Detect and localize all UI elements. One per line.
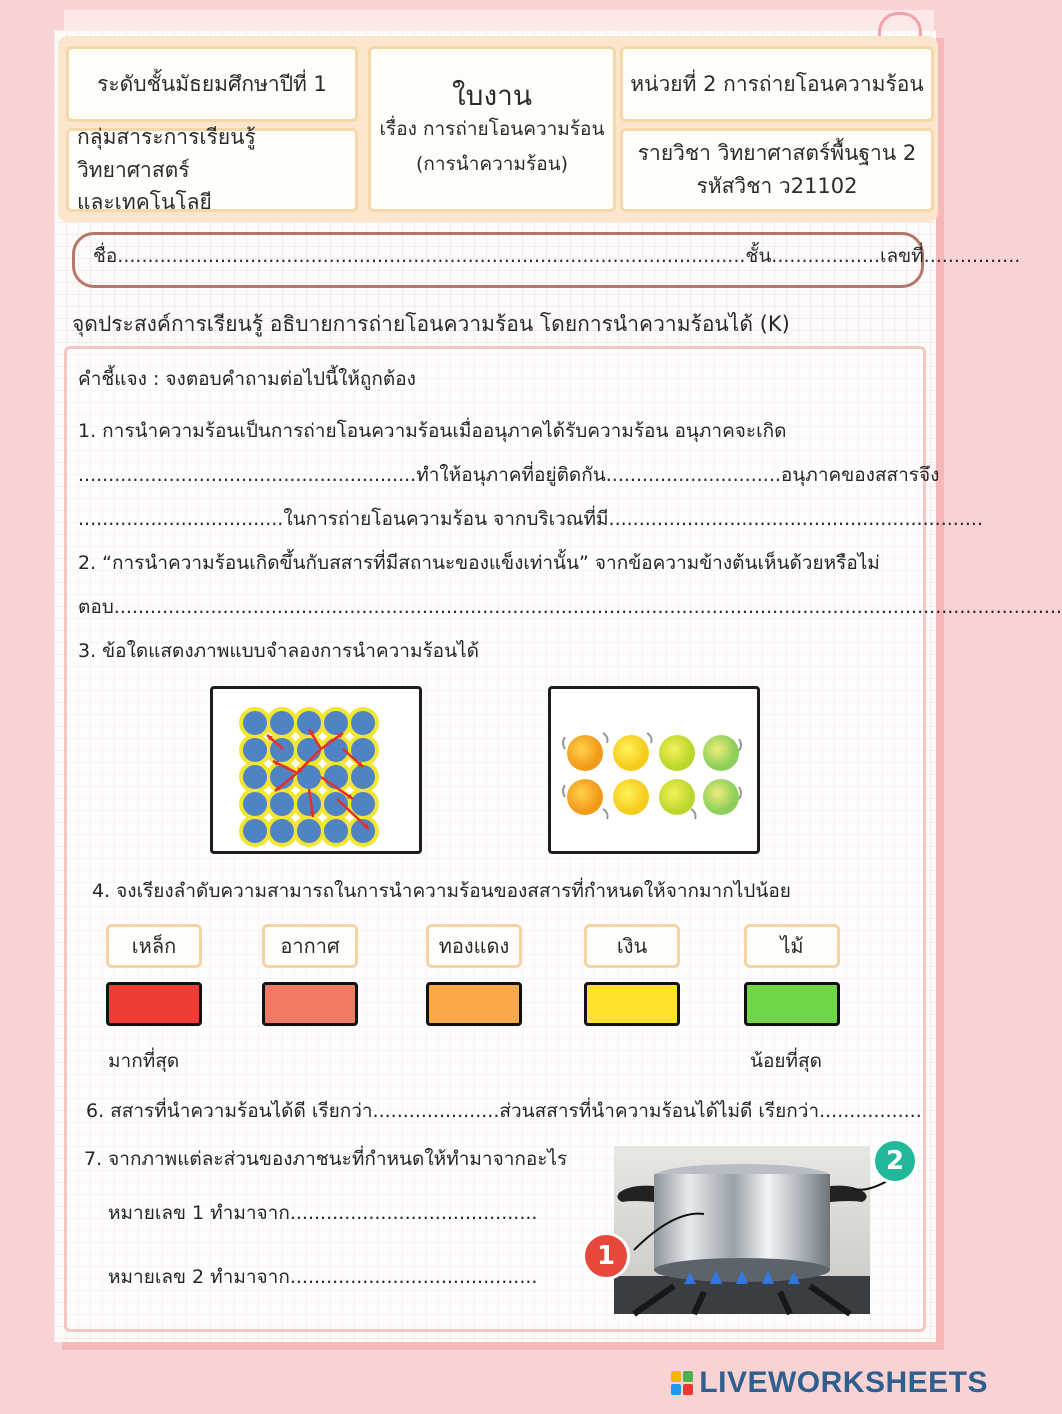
particle bbox=[351, 711, 375, 735]
level-box bbox=[66, 46, 358, 122]
particle bbox=[324, 819, 348, 843]
unit-text: หน่วยที่ 2 การถ่ายโอนความร้อน bbox=[630, 71, 924, 96]
material-label-wood[interactable] bbox=[744, 924, 840, 968]
rank-slot-3[interactable] bbox=[426, 982, 522, 1026]
option-image-moving-particles[interactable] bbox=[548, 686, 760, 854]
q7-item2[interactable]: หมายเลข 2 ทำมาจาก......................................... bbox=[108, 1266, 538, 1288]
q7-item1[interactable]: หมายเลข 1 ทำมาจาก......................................... bbox=[108, 1202, 538, 1224]
subject-group-box bbox=[66, 125, 358, 215]
student-info-line[interactable]: ชื่อ........................................................................................................ชั้น..................เลขที่................ bbox=[93, 245, 1021, 267]
particle bbox=[243, 765, 267, 789]
topic-line2: (การนำความร้อน) bbox=[415, 153, 569, 176]
particle bbox=[243, 738, 267, 762]
material-label-silver[interactable] bbox=[584, 924, 680, 968]
worksheet-title: ใบงาน bbox=[452, 79, 532, 113]
subject-box bbox=[620, 128, 934, 212]
rank-slot-2[interactable] bbox=[262, 982, 358, 1026]
option-image-solid-particles[interactable] bbox=[210, 686, 422, 854]
solid-particles-diagram bbox=[213, 689, 419, 851]
top-strip bbox=[64, 10, 934, 32]
liveworksheets-logo-text: LIVEWORKSHEETS bbox=[699, 1366, 988, 1399]
material-label-iron[interactable] bbox=[106, 924, 202, 968]
subject-line1: รายวิชา วิทยาศาสตร์พื้นฐาน 2 bbox=[637, 141, 917, 166]
particle bbox=[243, 792, 267, 816]
q7-text: 7. จากภาพแต่ละส่วนของภาชนะที่กำหนดให้ทำมาจากอะไร bbox=[84, 1148, 568, 1170]
q3-text: 3. ข้อใดแสดงภาพแบบจำลองการนำความร้อนได้ bbox=[78, 640, 479, 662]
q2-answer-line[interactable]: ตอบ............................................................................................................................................................. bbox=[78, 596, 1062, 618]
material-copper-text: ทองแดง bbox=[438, 934, 510, 958]
particle bbox=[324, 792, 348, 816]
unit-box bbox=[620, 46, 934, 122]
particle bbox=[297, 819, 321, 843]
q1-line3[interactable]: ..................................ในการถ่ายโอนความร้อน จากบริเวณที่มี.............................................................. bbox=[78, 508, 983, 530]
most-label: มากที่สุด bbox=[108, 1050, 180, 1072]
q1-line2[interactable]: ........................................................ทำให้อนุภาคที่อยู่ติดกัน.............................อนุภาคของสสารจึง bbox=[78, 464, 940, 486]
q2-line1: 2. “การนำความร้อนเกิดขึ้นกับสสารที่มีสถานะของแข็งเท่านั้น” จากข้อความข้างต้นเห็นด้วยหรือไม่ bbox=[78, 552, 880, 574]
instruction-text: คำชี้แจง : จงตอบคำถามต่อไปนี้ให้ถูกต้อง bbox=[78, 368, 416, 390]
material-label-copper[interactable] bbox=[426, 924, 522, 968]
particle bbox=[324, 765, 348, 789]
liveworksheets-logo bbox=[671, 1366, 988, 1400]
subject-group-line2: และเทคโนโลยี bbox=[77, 190, 212, 215]
particle bbox=[351, 792, 375, 816]
material-silver-text: เงิน bbox=[616, 934, 648, 958]
material-iron-text: เหล็ก bbox=[131, 934, 177, 958]
moving-particles-diagram bbox=[551, 689, 757, 851]
badge-number-2 bbox=[872, 1138, 918, 1184]
rank-slot-5[interactable] bbox=[744, 982, 840, 1026]
material-wood-text: ไม้ bbox=[780, 934, 804, 958]
subject-group-line1: กลุ่มสาระการเรียนรู้วิทยาศาสตร์ bbox=[77, 125, 256, 182]
worksheet-title-box bbox=[368, 46, 616, 212]
particle bbox=[270, 792, 294, 816]
topic-line1: เรื่อง การถ่ายโอนความร้อน bbox=[379, 117, 605, 140]
particle bbox=[351, 765, 375, 789]
material-air-text: อากาศ bbox=[280, 934, 340, 958]
badge-number-1 bbox=[582, 1232, 630, 1280]
particle bbox=[324, 711, 348, 735]
material-label-air[interactable] bbox=[262, 924, 358, 968]
learning-objective: จุดประสงค์การเรียนรู้ อธิบายการถ่ายโอนความร้อน โดยการนำความร้อนได้ (K) bbox=[72, 312, 790, 336]
subject-line2: รหัสวิชา ว21102 bbox=[696, 174, 858, 198]
q1-line1: 1. การนำความร้อนเป็นการถ่ายโอนความร้อนเมื่ออนุภาคได้รับความร้อน อนุภาคจะเกิด bbox=[78, 420, 787, 442]
liveworksheets-logo-icon bbox=[671, 1371, 693, 1395]
q6-text[interactable]: 6. สสารที่นำความร้อนได้ดี เรียกว่า.....................ส่วนสสารที่นำความร้อนได้ไม่ดี เรียกว่า................. bbox=[86, 1100, 922, 1122]
particle bbox=[243, 819, 267, 843]
badge-1-text: 1 bbox=[596, 1241, 616, 1271]
q4-text: 4. จงเรียงลำดับความสามารถในการนำความร้อนของสสารที่กำหนดให้จากมากไปน้อย bbox=[92, 880, 791, 902]
badge-2-text: 2 bbox=[885, 1146, 905, 1176]
particle bbox=[243, 711, 267, 735]
least-label: น้อยที่สุด bbox=[750, 1050, 822, 1072]
level-text: ระดับชั้นมัธยมศึกษาปีที่ 1 bbox=[97, 71, 327, 96]
rank-slot-4[interactable] bbox=[584, 982, 680, 1026]
rank-slot-1[interactable] bbox=[106, 982, 202, 1026]
pot-on-stove-photo bbox=[614, 1146, 870, 1314]
particle bbox=[270, 711, 294, 735]
particle bbox=[270, 819, 294, 843]
student-info-box bbox=[72, 232, 1021, 288]
